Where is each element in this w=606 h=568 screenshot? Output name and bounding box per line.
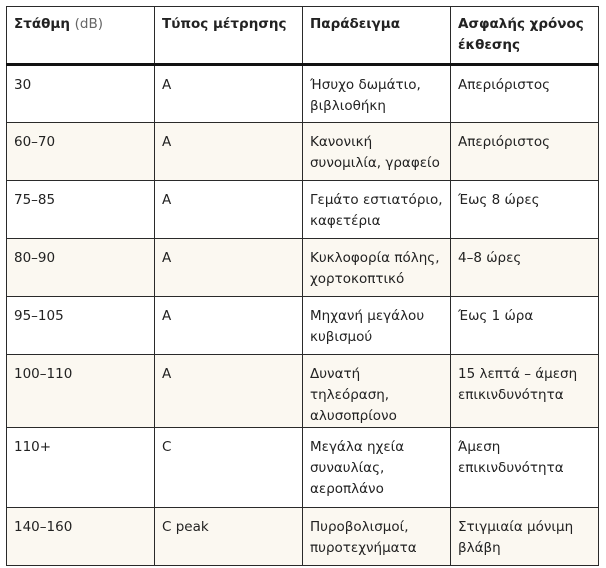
cell-type: A	[155, 239, 303, 297]
noise-levels-table	[6, 6, 599, 566]
table-row	[7, 508, 599, 566]
noise-levels-table-container	[6, 6, 598, 566]
cell-level: 60–70	[7, 123, 155, 181]
header-type: Τύπος μέτρησης	[155, 7, 303, 65]
cell-safe-time: 15 λεπτά – άμεση επικινδυνότητα	[451, 355, 599, 428]
table-row	[7, 65, 599, 123]
cell-type: A	[155, 355, 303, 428]
cell-type: A	[155, 297, 303, 355]
cell-type: A	[155, 123, 303, 181]
cell-type: C peak	[155, 508, 303, 566]
cell-level: 30	[7, 65, 155, 123]
table-header	[7, 7, 599, 65]
cell-level: 140–160	[7, 508, 155, 566]
cell-safe-time: Στιγμιαία μόνιμη βλάβη	[451, 508, 599, 566]
cell-level: 100–110	[7, 355, 155, 428]
cell-level: 95–105	[7, 297, 155, 355]
cell-level: 110+	[7, 428, 155, 508]
cell-example: Κανονική συνομιλία, γραφείο	[303, 123, 451, 181]
table-row	[7, 355, 599, 428]
cell-safe-time: Άμεση επικινδυνότητα	[451, 428, 599, 508]
cell-type: A	[155, 181, 303, 239]
cell-example: Δυνατή τηλεόραση, αλυσοπρίονο	[303, 355, 451, 428]
cell-type: C	[155, 428, 303, 508]
cell-example: Μηχανή μεγάλου κυβισμού	[303, 297, 451, 355]
table-row	[7, 297, 599, 355]
cell-example: Γεμάτο εστιατόριο, καφετέρια	[303, 181, 451, 239]
header-level	[7, 7, 155, 65]
header-row	[7, 7, 599, 65]
header-level-label: Στάθμη	[14, 16, 70, 32]
cell-safe-time: Έως 8 ώρες	[451, 181, 599, 239]
cell-safe-time: Απεριόριστος	[451, 123, 599, 181]
table-row	[7, 181, 599, 239]
cell-example: Μεγάλα ηχεία συναυλίας, αεροπλάνο	[303, 428, 451, 508]
table-row	[7, 123, 599, 181]
header-safe-time: Ασφαλής χρόνος έκθεσης	[451, 7, 599, 65]
table-row	[7, 428, 599, 508]
cell-safe-time: Απεριόριστος	[451, 65, 599, 123]
cell-level: 75–85	[7, 181, 155, 239]
header-example: Παράδειγμα	[303, 7, 451, 65]
cell-type: A	[155, 65, 303, 123]
cell-safe-time: Έως 1 ώρα	[451, 297, 599, 355]
table-body	[7, 65, 599, 566]
table-row	[7, 239, 599, 297]
cell-example: Ήσυχο δωμάτιο, βιβλιοθήκη	[303, 65, 451, 123]
cell-level: 80–90	[7, 239, 155, 297]
cell-example: Πυροβολισμοί, πυροτεχνήματα	[303, 508, 451, 566]
cell-safe-time: 4–8 ώρες	[451, 239, 599, 297]
cell-example: Κυκλοφορία πόλης, χορτοκοπτικό	[303, 239, 451, 297]
header-level-unit: (dB)	[74, 16, 104, 32]
